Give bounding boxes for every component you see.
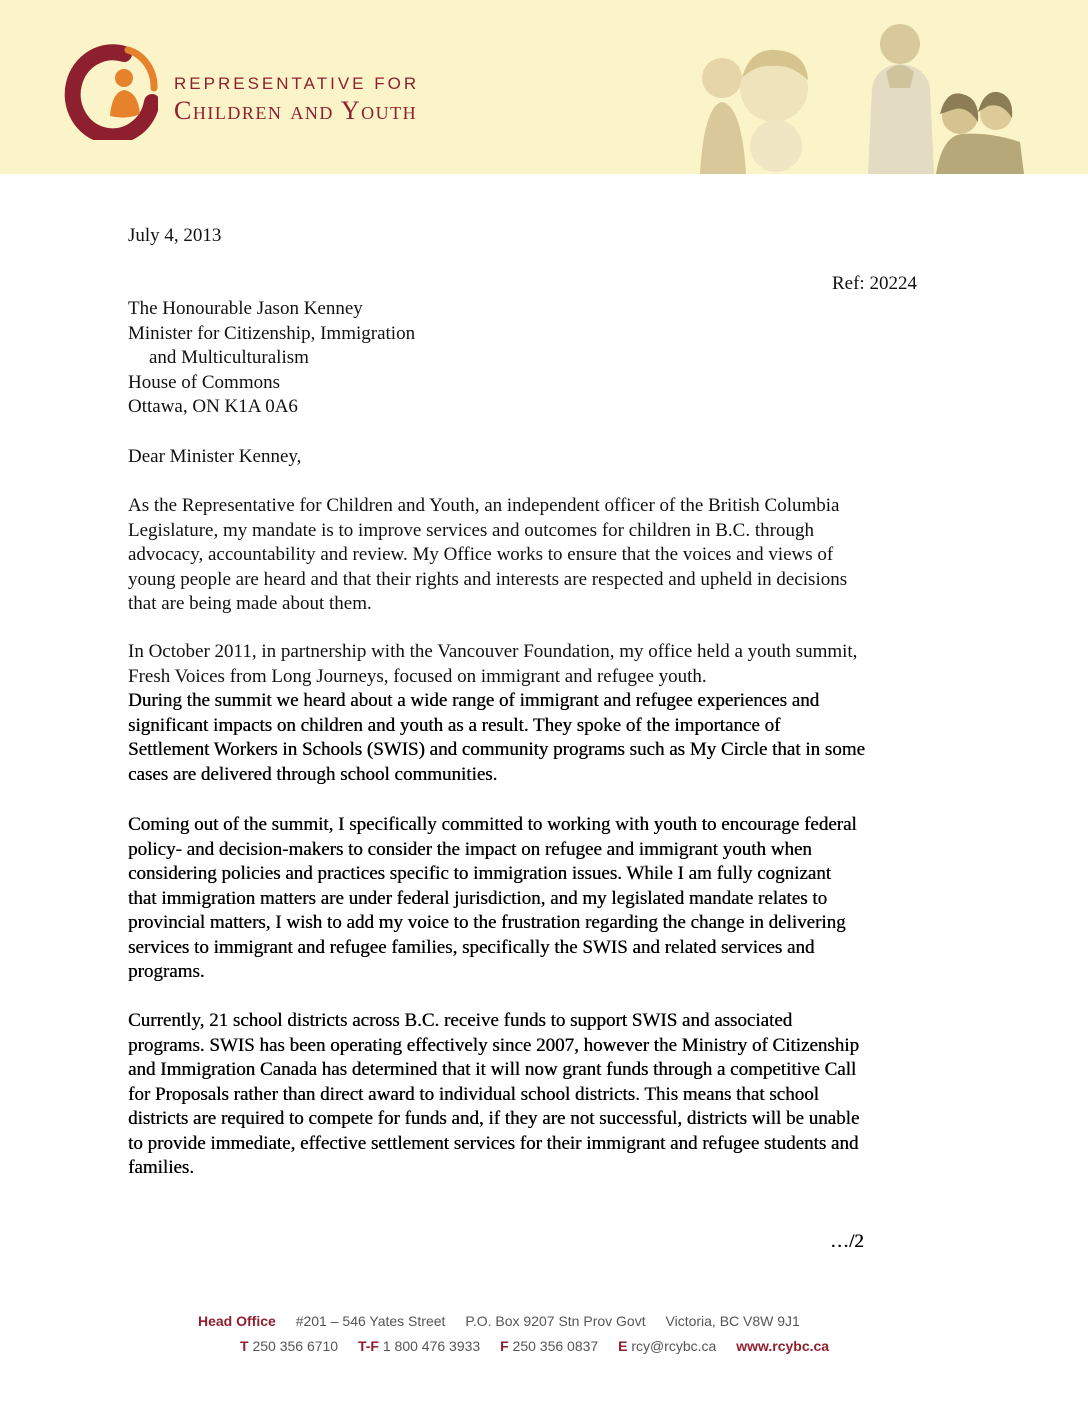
- recipient-address: [128, 297, 415, 420]
- paragraph-line: considering policies and practices specific to immigration issues. While I am fully cognizant: [128, 863, 831, 884]
- paragraph-line: policy- and decision-makers to consider the impact on refugee and immigrant youth when: [128, 838, 812, 860]
- paragraph-line: As the Representative for Children and Youth, an independent officer of the British Columbia: [128, 495, 840, 516]
- paragraph-line: that immigration matters are under federal jurisdiction, and my legislated mandate relates to: [128, 887, 828, 909]
- paragraph-line: young people are heard and that their rights and interests are respected and upheld in decisions: [128, 568, 848, 590]
- footer-tollfree: 1 800 476 3933: [382, 1338, 481, 1354]
- tel-label: T: [240, 1338, 249, 1354]
- paragraph-line: provincial matters, I wish to add my voice to the frustration regarding the change in delivering: [128, 912, 846, 933]
- paragraph-line: programs.: [128, 961, 205, 982]
- paragraph-line: During the summit we heard about a wide range of immigrant and refugee experiences and: [128, 690, 820, 711]
- paragraph-commitment: [128, 813, 968, 985]
- paragraph-line: for Proposals rather than direct award to individual school districts. This means that school: [128, 1083, 819, 1105]
- letterhead-banner: [0, 0, 1088, 174]
- letter-date: July 4, 2013: [128, 225, 222, 246]
- footer-fax: 250 356 0837: [512, 1338, 599, 1354]
- paragraph-line: services to immigrant and refugee families, specifically the SWIS and related services and: [128, 936, 815, 958]
- footer-po-box: P.O. Box 9207 Stn Prov Govt: [465, 1313, 646, 1329]
- paragraph-line: that are being made about them.: [128, 593, 372, 614]
- paragraph-summit-findings: [128, 689, 968, 787]
- footer-website-link[interactable]: www.rcybc.ca: [736, 1338, 830, 1354]
- recipient-line: and Multiculturalism: [149, 347, 309, 368]
- paragraph-line: families.: [128, 1157, 194, 1178]
- paragraph-line: Fresh Voices from Long Journeys, focused on immigrant and refugee youth.: [128, 665, 707, 687]
- org-name-line1: REPRESENTATIVE FOR: [174, 74, 420, 93]
- paragraph-line: programs. SWIS has been operating effectively since 2007, however the Ministry of Citizenship: [128, 1034, 859, 1056]
- paragraph-line: Legislature, my mandate is to improve services and outcomes for children in B.C. through: [128, 519, 814, 541]
- recipient-line: Ottawa, ON K1A 0A6: [128, 396, 298, 417]
- paragraph-line: cases are delivered through school communities.: [128, 763, 498, 785]
- paragraph-line: advocacy, accountability and review. My Office works to ensure that the voices and views of: [128, 544, 834, 565]
- paragraph-introduction: [128, 494, 968, 617]
- footer-email[interactable]: rcy@rcybc.ca: [631, 1338, 717, 1354]
- head-office-label: Head Office: [198, 1313, 276, 1329]
- paragraph-line: In October 2011, in partnership with the Vancouver Foundation, my office held a youth summit,: [128, 641, 858, 662]
- continued-marker: …/2: [830, 1231, 864, 1252]
- children-photo-collage: [690, 18, 1030, 174]
- salutation: Dear Minister Kenney,: [128, 446, 302, 467]
- footer-address-line: [198, 1313, 1088, 1329]
- paragraph-line: Settlement Workers in Schools (SWIS) and community programs such as My Circle that in some: [128, 739, 865, 760]
- paragraph-line: significant impacts on children and youth as a result. They spoke of the importance of: [128, 714, 781, 736]
- footer-contact-line: [240, 1338, 1088, 1354]
- tollfree-label: T-F: [357, 1338, 379, 1354]
- paragraph-line: Coming out of the summit, I specifically committed to working with youth to encourage federal: [128, 814, 857, 835]
- recipient-line: Minister for Citizenship, Immigration: [128, 322, 416, 344]
- paragraph-line: Currently, 21 school districts across B.C. receive funds to support SWIS and associated: [128, 1010, 793, 1031]
- paragraph-funding: [128, 1009, 968, 1181]
- email-label: E: [618, 1338, 628, 1354]
- org-name-line2: Children and Youth: [174, 96, 418, 125]
- paragraph-line: and Immigration Canada has determined that it will now grant funds through a competitive Call: [128, 1059, 857, 1080]
- paragraph-summit: [128, 640, 968, 689]
- recipient-line: The Honourable Jason Kenney: [128, 298, 363, 319]
- fax-label: F: [500, 1338, 509, 1354]
- org-logo-icon: [62, 40, 158, 140]
- recipient-line: House of Commons: [128, 371, 280, 393]
- footer-street: #201 – 546 Yates Street: [295, 1313, 446, 1329]
- paragraph-line: districts are required to compete for funds and, if they are not successful, districts will be unable: [128, 1108, 860, 1129]
- org-name: [174, 74, 419, 126]
- paragraph-line: to provide immediate, effective settlement services for their immigrant and refugee students and: [128, 1132, 859, 1154]
- reference-number: Ref: 20224: [832, 273, 917, 294]
- footer-tel: 250 356 6710: [252, 1338, 339, 1354]
- footer-city: Victoria, BC V8W 9J1: [665, 1313, 800, 1329]
